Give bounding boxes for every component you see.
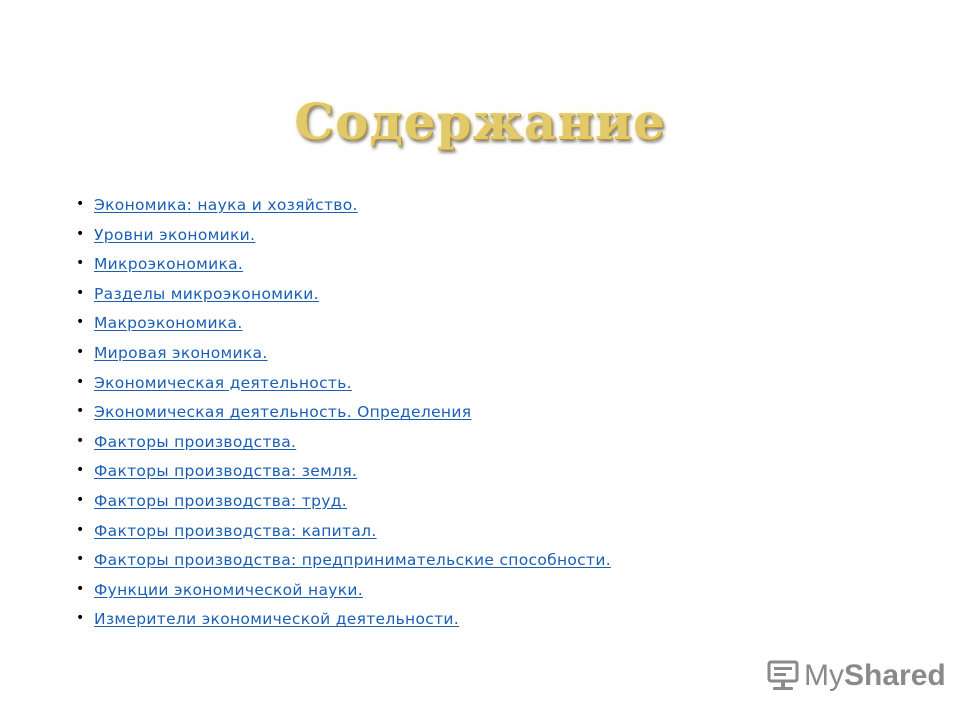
toc-link[interactable]: Факторы производства: предпринимательские способности. (94, 551, 611, 570)
myshared-watermark (766, 656, 946, 696)
list-item (72, 220, 611, 250)
list-item (72, 279, 611, 309)
bullet-icon: • (76, 580, 85, 597)
table-of-contents (72, 190, 611, 634)
list-item (72, 545, 611, 575)
toc-link[interactable]: Микроэкономика. (94, 255, 244, 274)
list-item (72, 427, 611, 457)
watermark-shared: Shared (844, 659, 946, 692)
bullet-icon: • (76, 610, 85, 627)
watermark-text (804, 659, 946, 693)
bullet-icon: • (76, 403, 85, 420)
bullet-icon: • (76, 196, 85, 212)
list-item (72, 516, 611, 546)
list-item (72, 249, 611, 279)
list-item (72, 486, 611, 516)
list-item (72, 368, 611, 398)
toc-link[interactable]: Разделы микроэкономики. (94, 284, 319, 303)
toc-link[interactable]: Измерители экономической деятельности. (94, 610, 460, 629)
list-item (72, 575, 611, 605)
toc-link[interactable]: Экономическая деятельность. (94, 373, 352, 392)
toc-link[interactable]: Факторы производства. (94, 432, 297, 451)
toc-link[interactable]: Макроэкономика. (94, 314, 243, 333)
bullet-icon: • (76, 521, 85, 538)
bullet-icon: • (76, 373, 85, 390)
list-item (72, 397, 611, 427)
bullet-icon: • (76, 462, 85, 479)
list-item (72, 190, 611, 220)
toc-link[interactable]: Экономика: наука и хозяйство. (94, 196, 358, 214)
list-item (72, 338, 611, 368)
toc-link[interactable]: Экономическая деятельность. Определения (94, 403, 472, 422)
toc-link[interactable]: Факторы производства: капитал. (94, 521, 377, 540)
toc-link[interactable]: Факторы производства: земля. (94, 462, 358, 481)
toc-link[interactable]: Мировая экономика. (94, 343, 268, 362)
bullet-icon: • (76, 225, 85, 242)
toc-link[interactable]: Факторы производства: труд. (94, 491, 347, 510)
toc-link[interactable]: Уровни экономики. (94, 225, 256, 244)
page-title: Содержание (294, 92, 666, 151)
bullet-icon: • (76, 255, 85, 272)
bullet-icon: • (76, 284, 85, 301)
list-item (72, 308, 611, 338)
list-item (72, 604, 611, 634)
bullet-icon: • (76, 432, 85, 449)
toc-link[interactable]: Функции экономической науки. (94, 580, 364, 599)
bullet-icon: • (76, 314, 85, 331)
list-item (72, 456, 611, 486)
presentation-board-icon (766, 659, 800, 693)
bullet-icon: • (76, 551, 85, 568)
bullet-icon: • (76, 491, 85, 508)
bullet-icon: • (76, 343, 85, 360)
watermark-my: My (804, 659, 844, 692)
